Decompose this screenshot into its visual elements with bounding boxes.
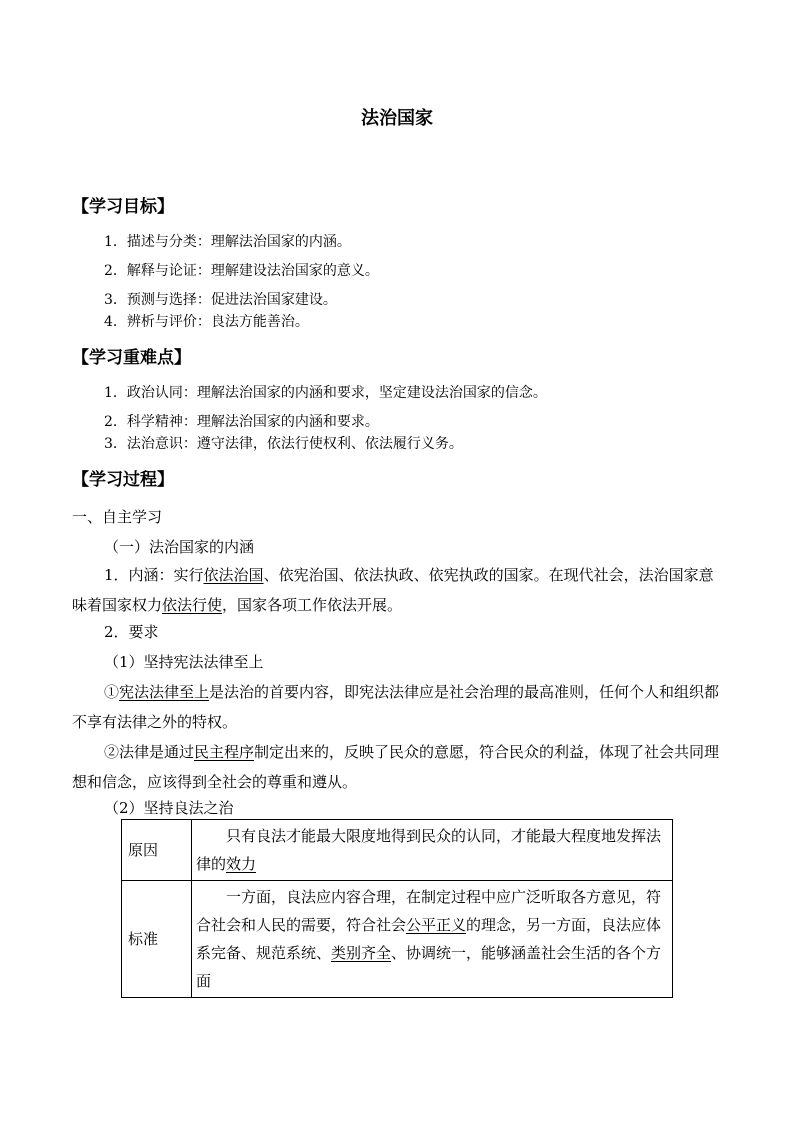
objective-item: 3．预测与选择：促进法治国家建设。: [104, 292, 337, 308]
subsection-heading: （2）坚持良法之治: [104, 799, 234, 817]
underlined-term: 宪法法律至上: [119, 683, 210, 701]
table-cell-label: 原因: [122, 820, 192, 881]
table-cell-content: 只有良法才能最大限度地得到民众的认同，才能最大程度地发挥法律的效力: [192, 820, 673, 881]
table-row: [122, 820, 673, 881]
underlined-term: 公平正义: [406, 916, 467, 934]
good-law-table: [121, 819, 673, 998]
objective-item: 4．辨析与评价：良法方能善治。: [104, 314, 309, 330]
process-heading: 【学习过程】: [72, 470, 174, 490]
paragraph-democracy: ②法律是通过民主程序制定出来的，反映了民众的意愿，符合民众的利益，体现了社会共同理想和信念，应该得到全社会的尊重和遵从。: [72, 743, 720, 791]
key-point-item: 2．科学精神：理解法治国家的内涵和要求。: [104, 414, 379, 430]
table-cell-content: 一方面，良法应内容合理，在制定过程中应广泛听取各方意见，符合社会和人民的需要，符合社会公平正义的理念，另一方面，良法应体系完备、规范系统、类别齐全、协调统一，能够涵盖社会生活的各个方面: [192, 881, 673, 998]
key-point-item: 1．政治认同：理解法治国家的内涵和要求，坚定建设法治国家的信念。: [104, 385, 547, 401]
underlined-term: 效力: [226, 855, 257, 873]
objective-item: 2．解释与论证：理解建设法治国家的意义。: [104, 263, 379, 279]
subsection-heading: （1）坚持宪法法律至上: [104, 653, 264, 671]
underlined-term: 依法行使: [162, 596, 223, 614]
key-points-heading: 【学习重难点】: [72, 348, 191, 368]
part-heading: 一、自主学习: [72, 508, 163, 526]
subsection-heading: （一）法治国家的内涵: [104, 538, 255, 556]
underlined-term: 类别齐全: [331, 944, 392, 962]
paragraph-definition: 1．内涵：实行依法治国、依宪治国、依法执政、依宪执政的国家。在现代社会，法治国家意味着国家权力依法行使，国家各项工作依法开展。: [72, 566, 714, 614]
paragraph-requirements: 2．要求: [104, 623, 159, 641]
table-cell-label: 标准: [122, 881, 192, 998]
underlined-term: 依法治国: [203, 566, 264, 584]
paragraph-constitution: ①宪法法律至上是法治的首要内容，即宪法法律应是社会治理的最高准则，任何个人和组织都不享有法律之外的特权。: [72, 683, 720, 731]
key-point-item: 3．法治意识：遵守法律，依法行使权利、依法履行义务。: [104, 436, 463, 452]
objective-item: 1．描述与分类：理解法治国家的内涵。: [104, 234, 351, 250]
underlined-term: 民主程序: [194, 743, 255, 761]
table-row: [122, 881, 673, 998]
page-title: 法治国家: [361, 108, 433, 129]
objectives-heading: 【学习目标】: [72, 197, 174, 217]
